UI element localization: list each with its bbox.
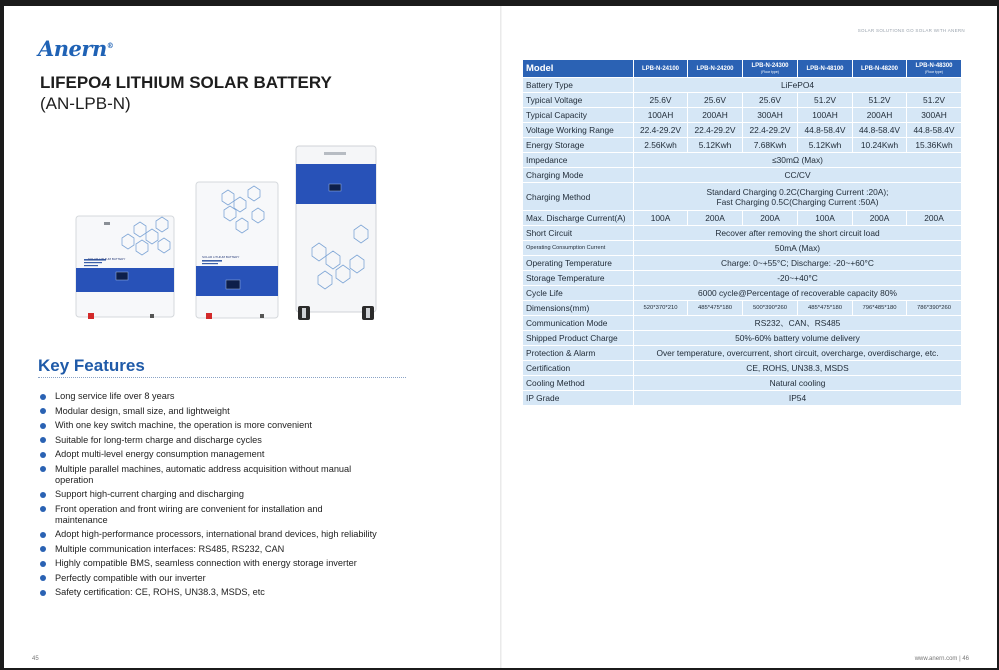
table-row: Storage Temperature -20~+40°C xyxy=(523,271,962,286)
table-row: Charging Method Standard Charging 0.2C(Charging Current :20A); Fast Charging 0.5C(Charging Current :50A) xyxy=(523,183,962,211)
table-row: Typical Voltage 25.6V 25.6V 25.6V 51.2V 51.2V 51.2V xyxy=(523,93,962,108)
table-row: Short Circuit Recover after removing the short circuit load xyxy=(523,226,962,241)
feature-item: Safety certification: CE, ROHS, UN38.3, MSDS, etc xyxy=(40,587,440,598)
page-number-left: 45 xyxy=(32,656,39,662)
battery-floor-unit xyxy=(296,146,376,320)
product-title: LIFEPO4 LITHIUM SOLAR BATTERY xyxy=(40,73,332,92)
page-footer-right: www.anern.com | 46 xyxy=(914,656,969,662)
table-row: Battery Type LiFePO4 xyxy=(523,78,962,93)
battery-wall-unit-small xyxy=(76,216,174,319)
table-row: IP Grade IP54 xyxy=(523,391,962,406)
feature-item: Long service life over 8 years xyxy=(40,391,440,402)
spec-header-label: Model xyxy=(523,60,634,78)
feature-item: Modular design, small size, and lightweight xyxy=(40,406,440,417)
header-tagline: SOLAR SOLUTIONS GO SOLAR WITH ANERN xyxy=(857,28,965,33)
table-row: Certification CE, ROHS, UN38.3, MSDS xyxy=(523,361,962,376)
table-row: Cooling Method Natural cooling xyxy=(523,376,962,391)
table-row: Communication Mode RS232、CAN、RS485 xyxy=(523,316,962,331)
battery-wall-unit-medium xyxy=(196,182,278,319)
feature-item: Support high-current charging and discharging xyxy=(40,489,440,500)
model-header: LPB-N-24200 xyxy=(688,60,743,78)
page-spine xyxy=(500,6,502,668)
table-row: Charging Mode CC/CV xyxy=(523,168,962,183)
product-image xyxy=(74,142,394,322)
feature-item: With one key switch machine, the operation is more convenient xyxy=(40,420,440,431)
feature-item: Adopt multi-level energy consumption management xyxy=(40,449,440,460)
model-header: LPB-N-48100 xyxy=(798,60,853,78)
model-header: LPB-N-48200 xyxy=(853,60,907,78)
spec-header-row xyxy=(523,60,962,78)
table-row: Voltage Working Range 22.4-29.2V 22.4-29.2V 22.4-29.2V 44.8-58.4V 44.8-58.4V 44.8-58.4V xyxy=(523,123,962,138)
table-row: Typical Capacity 100AH 200AH 300AH 100AH 200AH 300AH xyxy=(523,108,962,123)
table-row: Dimensions(mm) 520*370*210 485*475*180 500*390*260 485*475*180 796*485*180 786*390*260 xyxy=(523,301,962,316)
feature-item: Multiple parallel machines, automatic address acquisition without manual operation xyxy=(40,464,355,486)
panel-label-medium: SOLAR LITHIUM BATTERY xyxy=(202,255,240,259)
table-row: Energy Storage 2.56Kwh 5.12Kwh 7.68Kwh 5.12Kwh 10.24Kwh 15.36Kwh xyxy=(523,138,962,153)
key-features-divider xyxy=(38,377,406,378)
anern-logo: Anern® xyxy=(38,36,114,61)
model-header: LPB-N-24300 (Floor type) xyxy=(743,60,798,78)
table-row: Cycle Life 6000 cycle@Percentage of recoverable capacity 80% xyxy=(523,286,962,301)
key-features-title: Key Features xyxy=(38,356,145,375)
feature-item: Perfectly compatible with our inverter xyxy=(40,573,440,584)
feature-item: Front operation and front wiring are convenient for installation and maintenance xyxy=(40,504,355,526)
feature-item: Adopt high-performance processors, international brand devices, high reliability xyxy=(40,529,440,540)
model-header: LPB-N-48300 (Floor type) xyxy=(907,60,962,78)
key-features-list xyxy=(40,391,440,602)
feature-item: Suitable for long-term charge and discharge cycles xyxy=(40,435,440,446)
table-row: Max. Discharge Current(A) 100A 200A 200A 100A 200A 200A xyxy=(523,211,962,226)
product-subtitle: (AN-LPB-N) xyxy=(40,94,131,113)
table-row: Protection & Alarm Over temperature, overcurrent, short circuit, overcharge, overdischarge, etc. xyxy=(523,346,962,361)
feature-item: Highly compatible BMS, seamless connection with energy storage inverter xyxy=(40,558,440,569)
table-row: Impedance ≤30mΩ (Max) xyxy=(523,153,962,168)
model-header: LPB-N-24100 xyxy=(634,60,688,78)
table-row: Operating Temperature Charge: 0~+55°C; Discharge: -20~+60°C xyxy=(523,256,962,271)
table-row: Shipped Product Charge 50%-60% battery volume delivery xyxy=(523,331,962,346)
feature-item: Multiple communication interfaces: RS485, RS232, CAN xyxy=(40,544,440,555)
table-row: Operating Consumption Current 50mA (Max) xyxy=(523,241,962,256)
panel-label-small: SOLAR LITHIUM BATTERY xyxy=(88,257,126,261)
spec-table xyxy=(522,59,962,406)
